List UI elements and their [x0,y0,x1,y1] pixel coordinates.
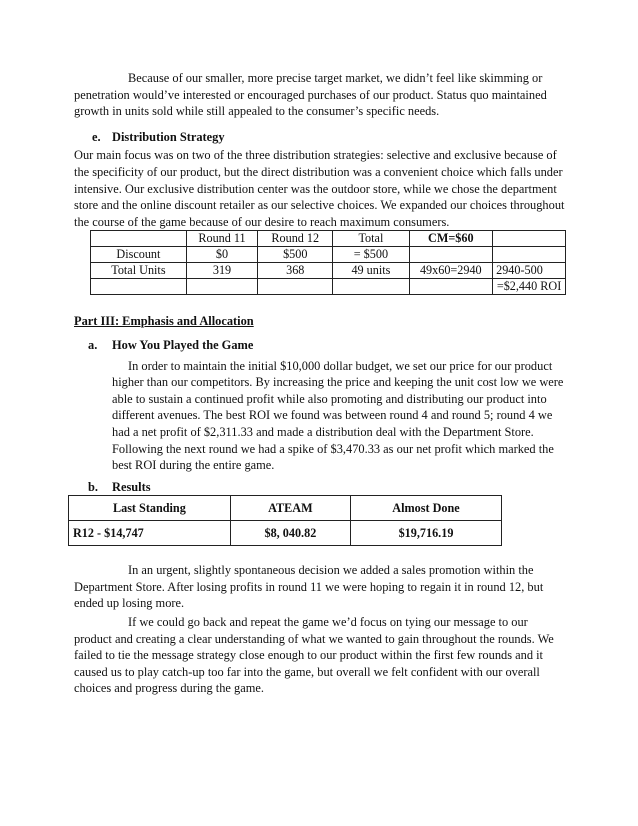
section-a-heading [74,337,566,354]
spacer [74,546,566,562]
section-b-heading [74,479,566,496]
table-cell: 368 [258,263,333,279]
table-cell: 319 [186,263,257,279]
table-cell [91,231,187,247]
table-cell: Total [333,231,409,247]
section-e-heading [74,129,566,146]
table-cell [186,279,257,295]
table-cell [409,279,493,295]
closing-paragraph-2: If we could go back and repeat the game we’d focus on tying our message to our product and creating a clear understanding of what we wanted to gain throughout the rounds. We failed to tie the message strategy close enough to our product within the first few rounds and it caused us to play catch-up too far into the game, but overall we felt confident with our overall choices and progress during the game. [74,615,554,696]
distribution-table [90,230,566,295]
table-cell: =$2,440 ROI [493,279,566,295]
table-cell: Discount [91,247,187,263]
table-row [69,496,502,521]
table-row [91,279,566,295]
table-cell [258,279,333,295]
table-cell [493,231,566,247]
table-cell: Last Standing [69,496,231,521]
table-cell: CM=$60 [409,231,493,247]
table-cell: $19,716.19 [350,521,501,546]
closing-paragraph-1: In an urgent, slightly spontaneous decision we added a sales promotion within the Department Store. After losing profits in round 11 we were hoping to regain it in round 12, but ended up losing more. [74,563,544,611]
section-a-paragraph: In order to maintain the initial $10,000 dollar budget, we set our price for our product higher than our competitors. By increasing the price and keeping the unit cost low we were able to sustain a continued profit while also promoting and distributing our product into different avenues. The best ROI we found was between round 4 and round 5; round 4 we had a net profit of $2,311.33 and made a distribution deal with the Department Store. Following the next round we had a spike of $3,470.33 as our net profit which marked the best ROI during the entire game. [112,358,564,473]
section-e-marker: e. [92,129,101,144]
section-a-title: How You Played the Game [112,337,254,352]
table-cell [333,279,409,295]
table-cell: R12 - $14,747 [69,521,231,546]
table-cell: $8, 040.82 [230,521,350,546]
section-b-title: Results [112,479,151,494]
table-row [91,231,566,247]
table-row [91,247,566,263]
section-e-paragraph: Our main focus was on two of the three distribution strategies: selective and exclusive because of the specificity of our product, but the direct distribution was a convenient choice which falls under intensive. Our exclusive distribution center was the outdoor store, while we chose the department store and the online discount retailer as our selective choices. We expanded our choices throughout the course of the game because of our desire to reach maximum consumers. [74,148,565,229]
table-cell [493,247,566,263]
results-table [68,495,502,546]
table-cell: Almost Done [350,496,501,521]
intro-paragraph: Because of our smaller, more precise target market, we didn’t feel like skimming or penetration would’ve interested or encouraged purchases of our product. Status quo maintained growth in units sold while still appealed to the consumer’s specific needs. [74,71,547,119]
table-row [91,263,566,279]
table-cell: Total Units [91,263,187,279]
table-cell [91,279,187,295]
table-cell: Round 11 [186,231,257,247]
table-cell: 49x60=2940 [409,263,493,279]
section-b-marker: b. [88,479,98,494]
section-a-marker: a. [88,337,98,352]
document-page [74,70,566,697]
table-row [69,521,502,546]
table-cell [409,247,493,263]
table-cell: ATEAM [230,496,350,521]
table-cell: 49 units [333,263,409,279]
table-cell: $0 [186,247,257,263]
table-cell: $500 [258,247,333,263]
table-cell: = $500 [333,247,409,263]
table-cell: Round 12 [258,231,333,247]
part3-title: Part III: Emphasis and Allocation [74,314,254,329]
table-cell: 2940-500 [493,263,566,279]
section-e-title: Distribution Strategy [112,129,225,144]
